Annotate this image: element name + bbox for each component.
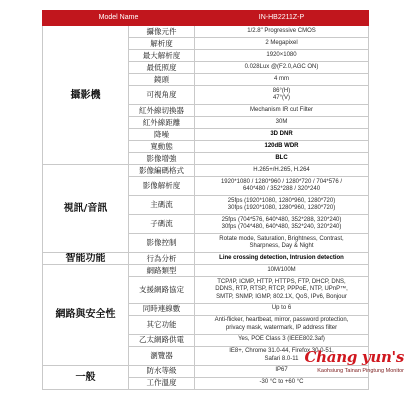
spec-value-line: 1/2.8" Progressive CMOS: [247, 27, 316, 34]
spec-value-line: BLC: [275, 154, 288, 161]
spec-value: [195, 346, 369, 365]
spec-value-line: SMTP, SNMP, IGMP, 802.1X, QoS, IPv6, Bonjour: [216, 293, 347, 300]
spec-row: [43, 365, 369, 377]
spec-value-line: 25fps (704*576, 640*480, 352*288, 320*240): [221, 216, 342, 223]
spec-value-line: 30fps (1920*1080, 1280*960, 1280*720): [227, 205, 336, 211]
spec-value-line: Mechanism IR cut Filter: [249, 106, 313, 113]
spec-value: [195, 234, 369, 253]
spec-value-line: privacy mask, watermark, IP address filter: [225, 324, 338, 331]
brand-name: Chang yun's: [304, 348, 404, 366]
spec-value-line: 640*480 / 352*288 / 320*240: [242, 186, 321, 192]
spec-label: 鏡頭: [129, 74, 195, 86]
group-label: 智能功能: [43, 253, 129, 265]
spec-label: 寬動態: [129, 141, 195, 153]
spec-value-line: 0.028Lux @(F2.0,AGC ON): [244, 63, 319, 70]
spec-row: [43, 165, 369, 177]
spec-value-line: 86°(H): [272, 87, 291, 94]
spec-value: [195, 117, 369, 129]
spec-value: [195, 196, 369, 215]
spec-label: 行為分析: [129, 253, 195, 265]
model-name-label: Model Name: [43, 11, 195, 26]
spec-label: 影像編碼格式: [129, 165, 195, 177]
spec-value: [195, 129, 369, 141]
spec-value-line: 1920×1080: [266, 51, 297, 58]
spec-value: [195, 165, 369, 177]
spec-value: [195, 26, 369, 38]
spec-row: [43, 26, 369, 38]
spec-value: [195, 265, 369, 277]
spec-value: [195, 253, 369, 265]
spec-value: [195, 315, 369, 334]
spec-value: [195, 277, 369, 304]
spec-value: [195, 215, 369, 234]
spec-label: 降噪: [129, 129, 195, 141]
group-label: 視訊/音訊: [43, 165, 129, 253]
spec-table: [42, 10, 369, 390]
spec-value: [195, 303, 369, 315]
spec-value-line: IE8+, Chrome 31.0-44, Firefox 30.0-51,: [229, 348, 334, 354]
spec-value: [195, 377, 369, 389]
header-row: [43, 11, 369, 26]
spec-label: 影像控制: [129, 234, 195, 253]
spec-value-line: 120dB WDR: [264, 142, 299, 149]
spec-label: 紅外線距離: [129, 117, 195, 129]
spec-label: 可視角度: [129, 86, 195, 105]
spec-label: 影像解析度: [129, 177, 195, 196]
spec-label: 解析度: [129, 38, 195, 50]
spec-value: [195, 177, 369, 196]
spec-value: [195, 86, 369, 105]
spec-value-line: 2 Megapixel: [265, 39, 298, 46]
spec-body: [43, 26, 369, 390]
spec-value: [195, 153, 369, 165]
spec-value: [195, 334, 369, 346]
spec-value-line: H.265+/H.265, H.264: [253, 166, 310, 173]
spec-value-line: 3D DNR: [270, 130, 293, 137]
spec-row: [43, 253, 369, 265]
spec-label: 最低照度: [129, 62, 195, 74]
spec-label: 子碼流: [129, 215, 195, 234]
group-label: 攝影機: [43, 26, 129, 165]
group-label: 一般: [43, 365, 129, 389]
spec-label: 其它功能: [129, 315, 195, 334]
spec-value-line: Line crossing detection, Intrusion detection: [219, 254, 344, 261]
spec-value-line: Safari 8.0-11: [264, 355, 299, 362]
spec-value-line: Sharpness, Day & Night: [249, 243, 314, 249]
brand-tagline: Kaohsiung Tainan Pingtung Monitor: [317, 368, 404, 374]
spec-label: 主碼流: [129, 196, 195, 215]
spec-label: 影像增強: [129, 153, 195, 165]
spec-value-line: Anti-flicker, heartbeat, mirror, password protection,: [214, 317, 349, 323]
spec-value-line: DDNS, RTP, RTSP, RTCP, PPPoE, NTP, UPnP™,: [215, 286, 348, 292]
spec-value-line: 1920*1080 / 1280*960 / 1280*720 / 704*576 /: [220, 178, 343, 185]
spec-label: 防水等級: [129, 365, 195, 377]
spec-value-line: IP67: [275, 367, 288, 374]
spec-label: 支援網路協定: [129, 277, 195, 304]
spec-value-line: 25fps (1920*1080, 1280*960, 1280*720): [227, 197, 336, 204]
spec-label: 網路類型: [129, 265, 195, 277]
spec-value-line: Up to 6: [271, 305, 292, 312]
spec-label: 攝像元件: [129, 26, 195, 38]
spec-value-line: 30M: [275, 118, 288, 125]
model-name-value: IN-HB2211Z-P: [195, 11, 369, 26]
spec-value-line: 10M/100M: [267, 266, 296, 273]
spec-value: [195, 365, 369, 377]
spec-value-line: 30fps (704*480, 640*480, 352*240, 320*240): [221, 224, 342, 230]
spec-label: 紅外線切換器: [129, 105, 195, 117]
spec-value-line: -30 °C to +60 °C: [259, 379, 304, 386]
group-label: 網路與安全性: [43, 265, 129, 366]
spec-value: [195, 74, 369, 86]
spec-value-line: Rotate mode, Saturation, Brightness, Contrast,: [219, 235, 344, 242]
spec-label: 乙太網路供電: [129, 334, 195, 346]
spec-value-line: TCP/IP, ICMP, HTTP, HTTPS, FTP, DHCP, DNS,: [217, 278, 346, 285]
spec-label: 工作溫度: [129, 377, 195, 389]
spec-value: [195, 141, 369, 153]
spec-label: 瀏覽器: [129, 346, 195, 365]
spec-value-line: 47°(V): [272, 95, 291, 101]
spec-value: [195, 38, 369, 50]
spec-label: 最大解析度: [129, 50, 195, 62]
spec-value: [195, 50, 369, 62]
spec-value-line: Yes, POE Class 3 (IEEE802.3af): [238, 336, 325, 343]
spec-value: [195, 62, 369, 74]
spec-label: 同時連線數: [129, 303, 195, 315]
spec-value-line: 4 mm: [274, 75, 289, 82]
spec-row: [43, 265, 369, 277]
spec-value: [195, 105, 369, 117]
